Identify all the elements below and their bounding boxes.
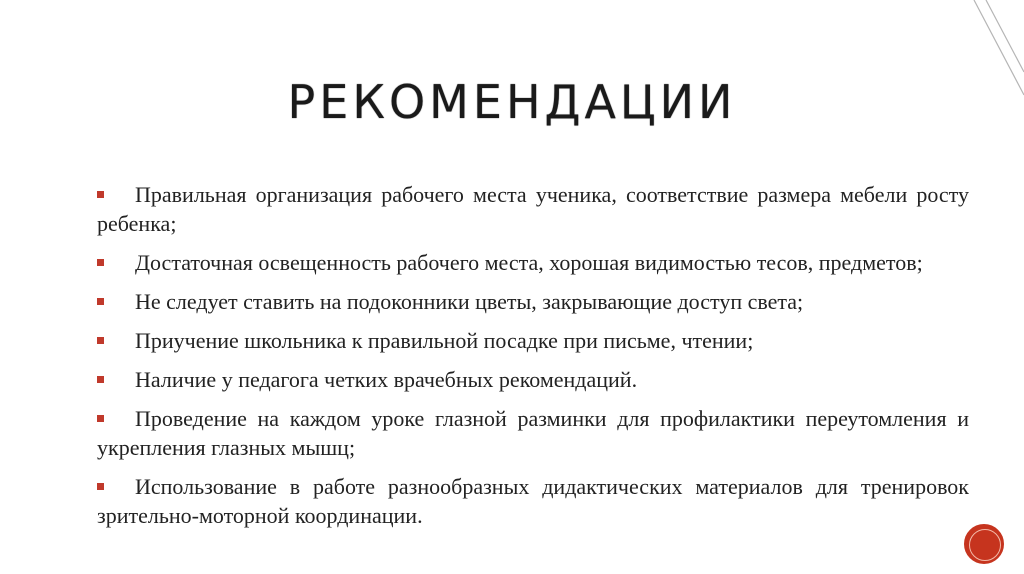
list-item-text: Приучение школьника к правильной посадке при письме, чтении; [135,328,754,353]
slide-title: РЕКОМЕНДАЦИИ [287,75,737,129]
list-item [97,326,969,355]
list-item [97,287,969,316]
list-item [97,365,969,394]
list-item-text: Наличие у педагога четких врачебных рекомендаций. [135,367,638,392]
list-item [97,472,969,530]
list-item [97,180,969,238]
square-bullet-icon [97,376,104,383]
list-item-text: Правильная организация рабочего места ученика, соответствие размера мебели росту ребенка; [97,182,969,236]
list-item [97,248,969,277]
list-item-text: Достаточная освещенность рабочего места, хорошая видимостью тесов, предметов; [135,250,923,275]
square-bullet-icon [97,415,104,422]
list-item-text: Не следует ставить на подоконники цветы, закрывающие доступ света; [135,289,804,314]
square-bullet-icon [97,337,104,344]
square-bullet-icon [97,259,104,266]
square-bullet-icon [97,191,104,198]
bullet-list [97,180,969,540]
list-item-text: Использование в работе разнообразных дидактических материалов для тренировок зрительно-моторной координации. [97,474,969,528]
square-bullet-icon [97,298,104,305]
list-item [97,404,969,462]
square-bullet-icon [97,483,104,490]
list-item-text: Проведение на каждом уроке глазной разминки для профилактики переутомления и укрепления глазных мышц; [97,406,969,460]
slide-badge-icon [964,524,1004,564]
